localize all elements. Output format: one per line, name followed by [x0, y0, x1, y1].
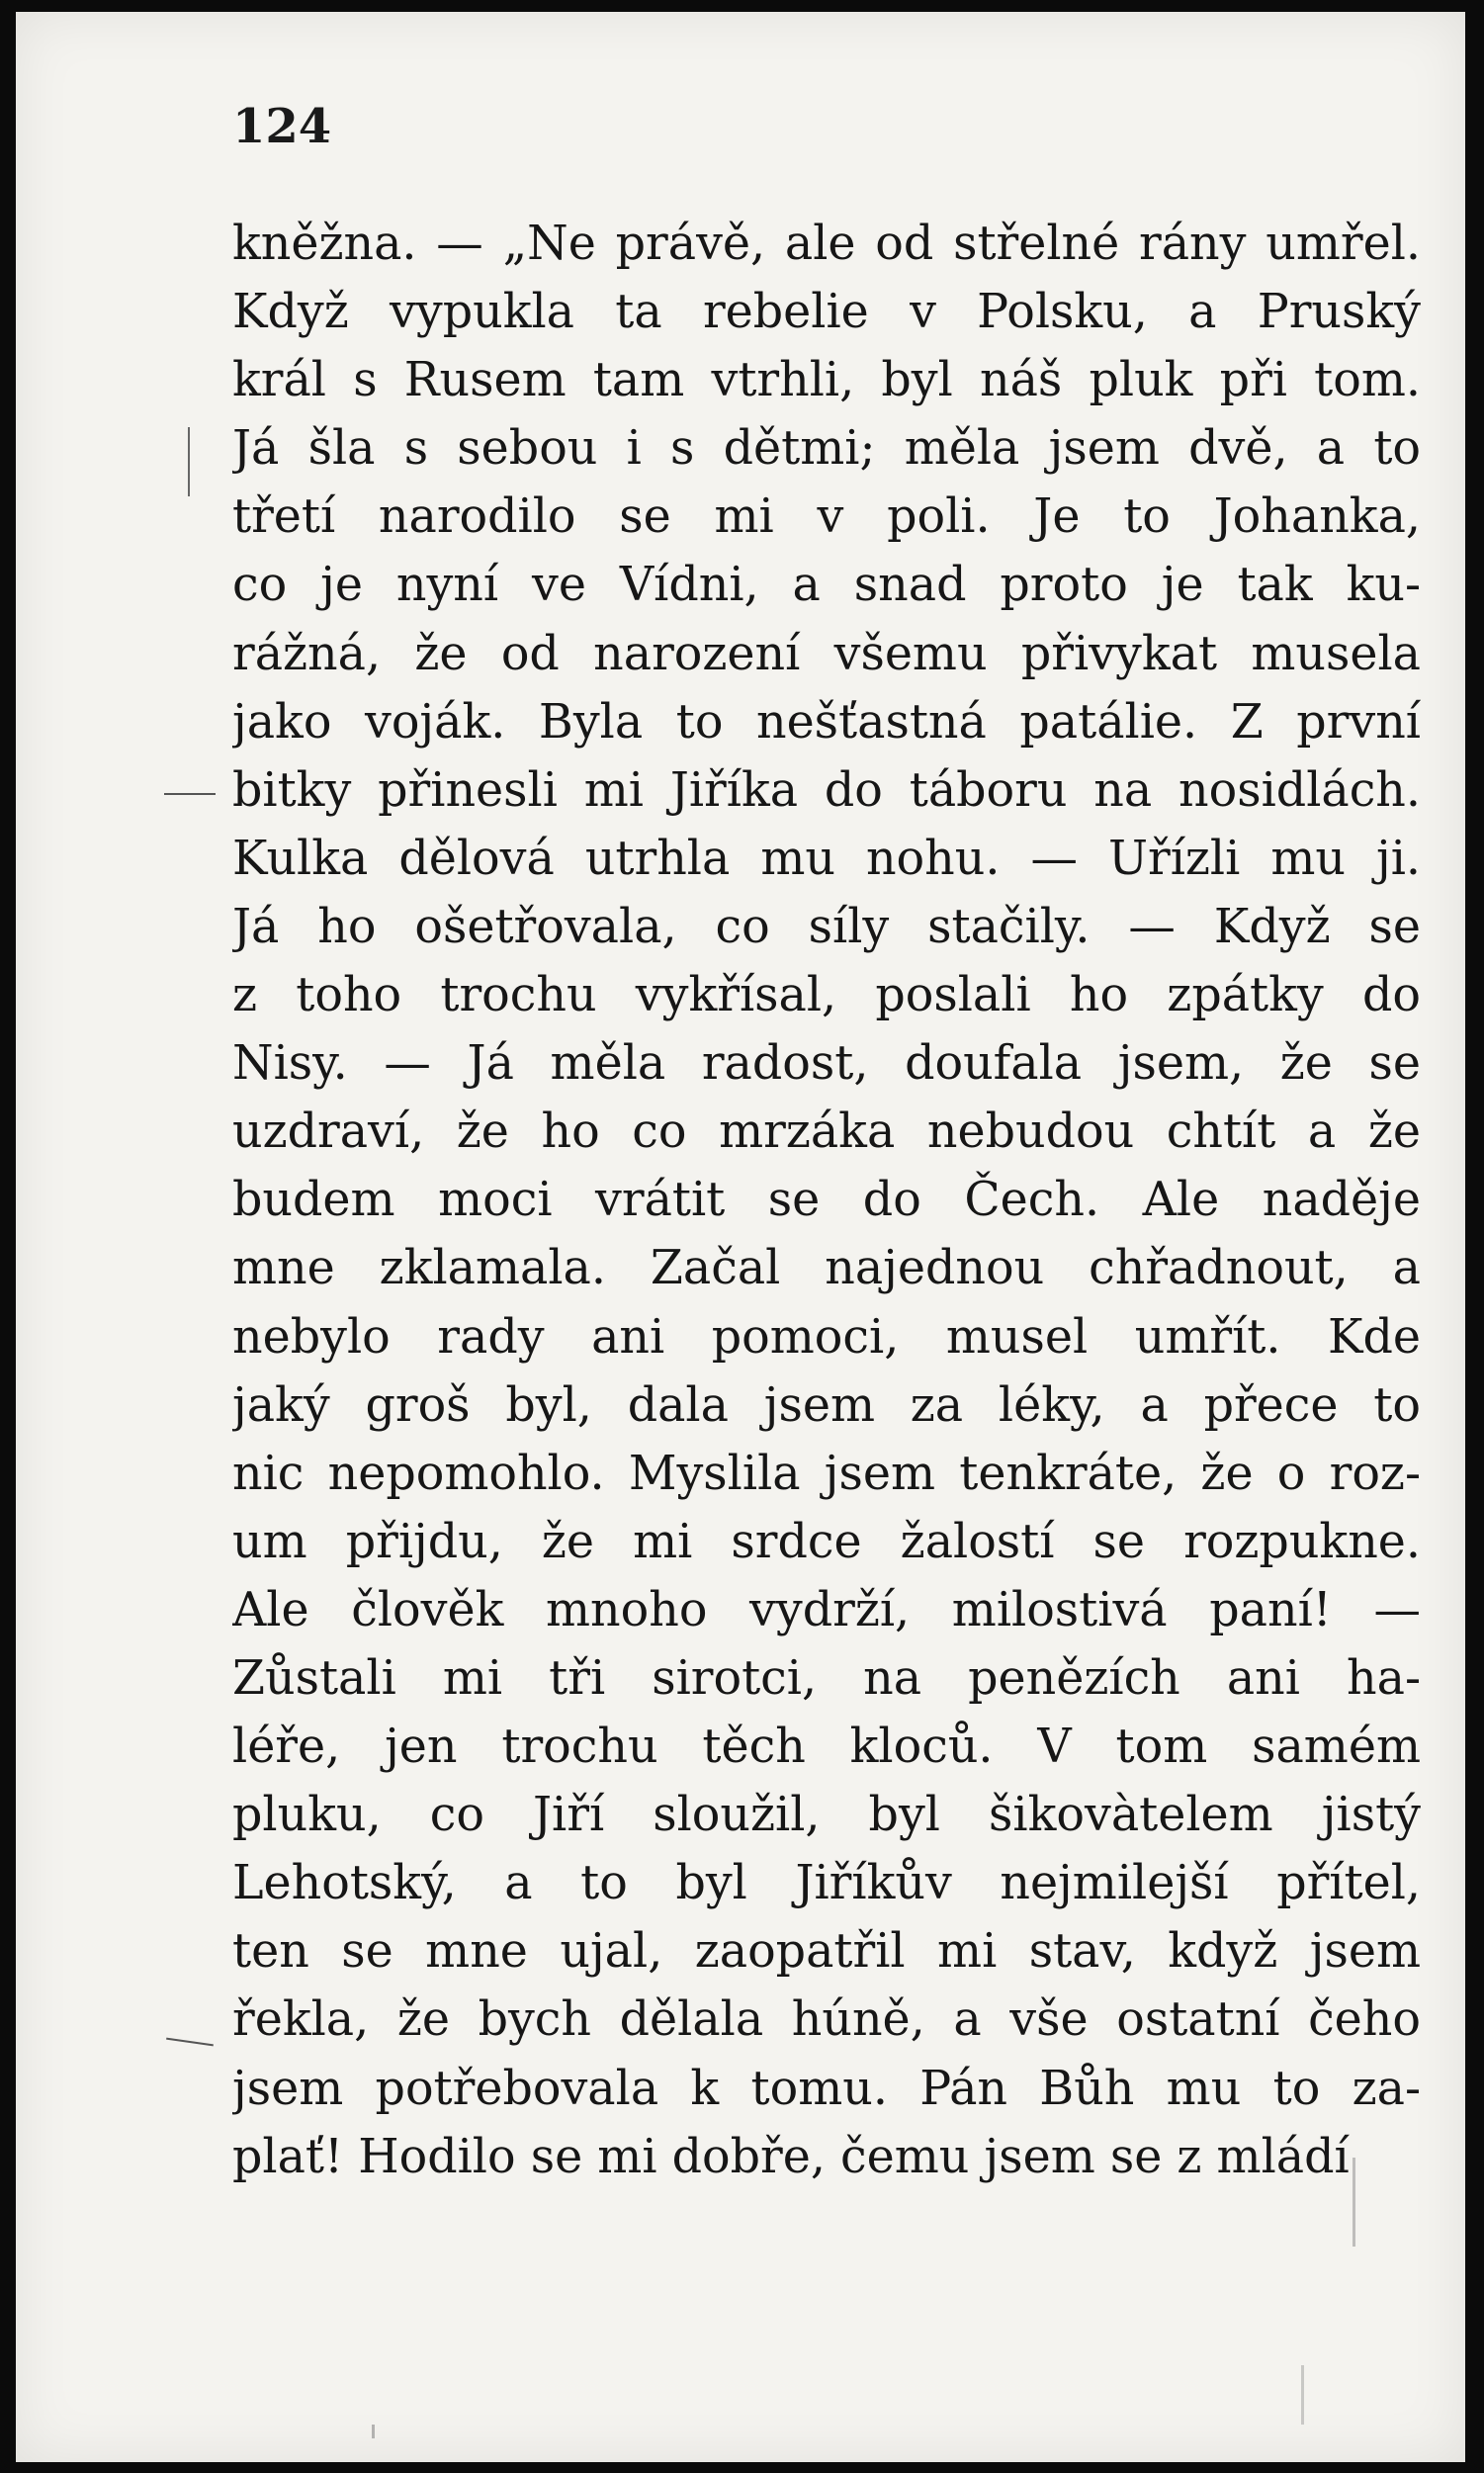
margin-bracket-mark	[188, 427, 190, 496]
text-line: řekla, že bych dělala húně, a vše ostatní čeho	[232, 1992, 1421, 2048]
text-line: Já ho ošetřovala, co síly stačily. — Když se	[232, 899, 1421, 954]
text-line: ten se mne ujal, zaopatřil mi stav, když jsem	[232, 1924, 1421, 1980]
text-line: Lehotský, a to byl Jiříkův nejmilejší přítel,	[232, 1856, 1421, 1911]
text-line: Ale člověk mnoho vydrží, milostivá paní! —	[232, 1582, 1421, 1637]
text-line: uzdraví, že ho co mrzáka nebudou chtít a že	[232, 1104, 1421, 1160]
text-line: léře, jen trochu těch kloců. V tom samém	[232, 1720, 1421, 1775]
text-line: Já šla s sebou i s dětmi; měla jsem dvě, a to	[232, 421, 1421, 477]
text-line: pluku, co Jiří sloužil, byl šikovàtelem jistý	[232, 1788, 1421, 1843]
text-line: budem moci vrátit se do Čech. Ale naděje	[232, 1173, 1421, 1228]
text-line: král s Rusem tam vtrhli, byl náš pluk při tom.	[232, 353, 1421, 408]
text-line: jako voják. Byla to nešťastná patálie. Z první	[232, 694, 1421, 750]
text-line: nic nepomohlo. Myslila jsem tenkráte, že o roz-	[232, 1446, 1421, 1501]
text-line: kněžna. — „Ne právě, ale od střelné rány umřel.	[232, 217, 1421, 271]
text-line: um přijdu, že mi srdce žalostí se rozpukne.	[232, 1514, 1421, 1569]
text-line: mne zklamala. Začal najednou chřadnout, a	[232, 1241, 1421, 1296]
text-line: bitky přinesli mi Jiříka do táboru na nosidlách.	[232, 762, 1421, 818]
text-line: Nisy. — Já měla radost, doufala jsem, že se	[232, 1036, 1421, 1092]
text-line: plať! Hodilo se mi dobře, čemu jsem se z mládí	[232, 2129, 1350, 2184]
text-line: jaký groš byl, dala jsem za léky, a přece to	[232, 1377, 1421, 1433]
paper-speck	[1353, 2158, 1355, 2247]
book-page	[16, 12, 1465, 2462]
text-line: jsem potřebovala k tomu. Pán Bůh mu to za-	[232, 2061, 1421, 2116]
margin-dash-mark	[164, 793, 216, 795]
text-line: co je nyní ve Vídni, a snad proto je tak ku-	[232, 558, 1421, 613]
text-line: třetí narodilo se mi v poli. Je to Johanka,	[232, 489, 1421, 545]
page-number: 124	[232, 99, 332, 154]
text-line: Kulka dělová utrhla mu nohu. — Uřízli mu ji.	[232, 831, 1421, 886]
text-line: z toho trochu vykřísal, poslali ho zpátky do	[232, 968, 1421, 1023]
margin-dash-mark	[166, 2038, 214, 2047]
paper-speck	[372, 2425, 375, 2438]
text-line: nebylo rady ani pomoci, musel umřít. Kde	[232, 1309, 1421, 1365]
text-line: Když vypukla ta rebelie v Polsku, a Pruský	[232, 285, 1421, 340]
page-text	[232, 210, 1421, 2191]
paper-speck	[1301, 2365, 1304, 2425]
text-line: Zůstali mi tři sirotci, na penězích ani ha-	[232, 1650, 1421, 1706]
text-line: rážná, že od narození všemu přivykat musela	[232, 626, 1421, 681]
